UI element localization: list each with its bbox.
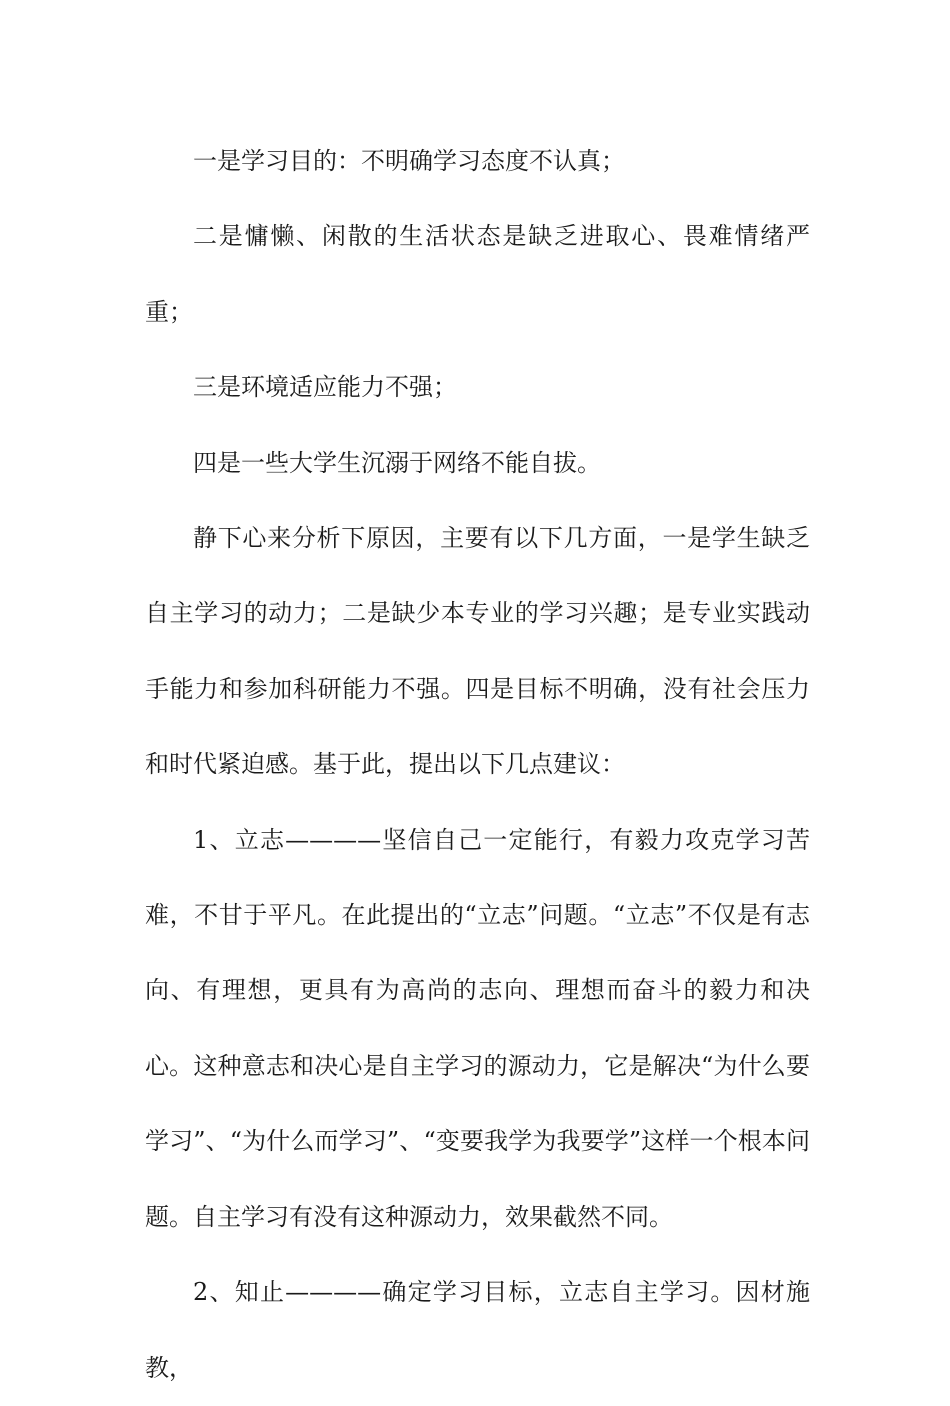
- paragraph-3: 三是环境适应能力不强；: [193, 373, 457, 402]
- document-body: [145, 124, 810, 1406]
- paragraph-7: 2、知止————确定学习目标，立志自主学习。因材施教，: [145, 1278, 810, 1382]
- paragraph-6: 1、立志————坚信自己一定能行，有毅力攻克学习苦难，不甘于平凡。在此提出的“立志”问题。“立志”不仅是有志向、有理想，更具有为高尚的志向、理想而奋斗的毅力和决心。这种意志和决心是自主学习的源动力，它是解决“为什么要学习”、“为什么而学习”、“变要我学为我要学”这样一个根本问题。自主学习有没有这种源动力，效果截然不同。: [145, 825, 810, 1231]
- paragraph-5: 静下心来分析下原因，主要有以下几方面，一是学生缺乏自主学习的动力；二是缺少本专业的学习兴趣；是专业实践动手能力和参加科研能力不强。四是目标不明确，没有社会压力和时代紧迫感。基于此，提出以下几点建议：: [145, 524, 810, 779]
- paragraph-4: 四是一些大学生沉溺于网络不能自拔。: [193, 448, 601, 477]
- paragraph-1: 一是学习目的：不明确学习态度不认真；: [193, 147, 625, 175]
- paragraph-2: 二是慵懒、闲散的生活状态是缺乏进取心、畏难情绪严重；: [145, 222, 810, 326]
